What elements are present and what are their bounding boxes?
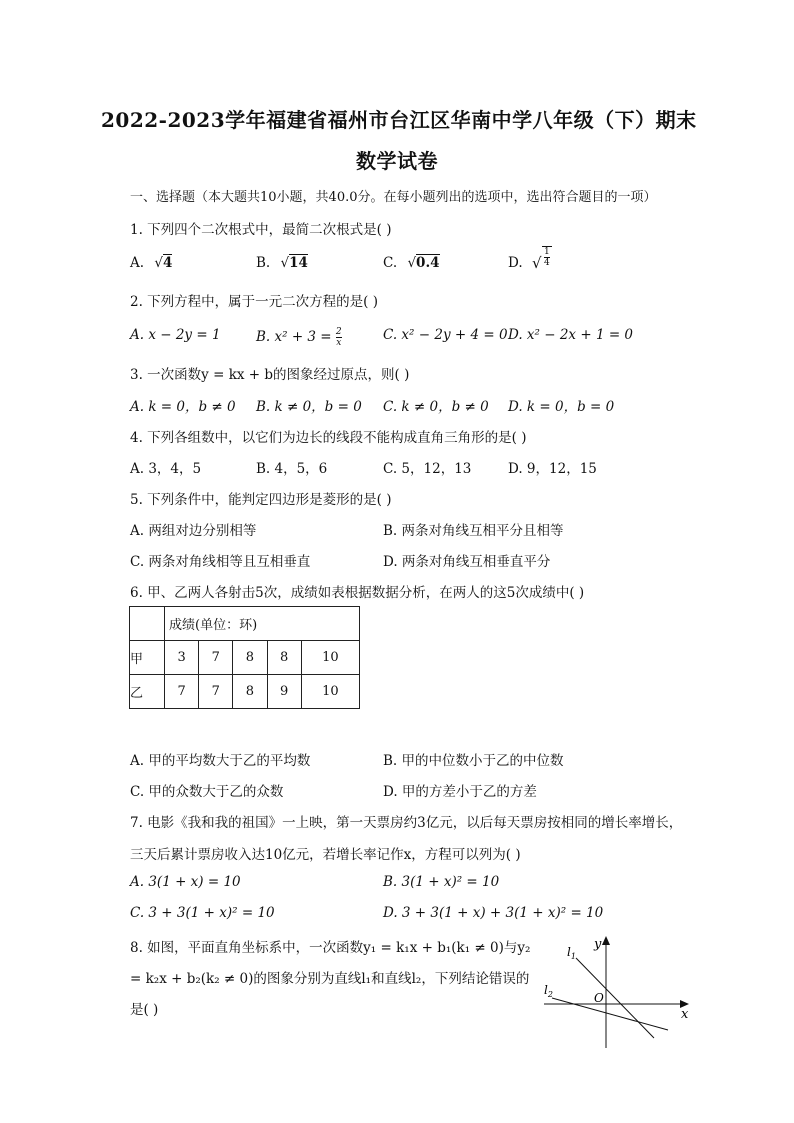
q6-option-d: D. 甲的方差小于乙的方差 — [383, 784, 537, 800]
exam-title-line1: 2022-2023学年福建省福州市台江区华南中学八年级（下）期末 — [101, 108, 697, 132]
table-cell: 7 — [199, 641, 233, 675]
table-cell: 3 — [165, 641, 199, 675]
table-row — [130, 675, 360, 709]
q7-stem-line2: 三天后累计票房收入达10亿元，若增长率记作x，方程可以列为( ) — [130, 847, 521, 863]
table-cell: 10 — [301, 675, 359, 709]
table-cell: 8 — [267, 641, 301, 675]
l1-label — [567, 945, 576, 961]
q1-option-d-numerator: 1 — [544, 247, 550, 257]
q1-option-d-label: D. — [508, 255, 523, 271]
score-table — [129, 606, 360, 709]
l2-subscript: 2 — [547, 990, 553, 999]
table-header-cell: 成绩(单位：环) — [165, 607, 360, 641]
line-l2 — [552, 998, 668, 1030]
q1-option-b — [256, 255, 308, 271]
q7-option-b: B. 3(1 + x)² = 10 — [383, 874, 500, 890]
q1-option-c-value: 0.4 — [416, 255, 440, 271]
q8-stem-line1: 8. 如图，平面直角坐标系中，一次函数y₁ = k₁x + b₁(k₁ ≠ 0)与y₂ — [130, 940, 531, 956]
q1-option-c-label: C. — [383, 255, 398, 271]
q7-option-c: C. 3 + 3(1 + x)² = 10 — [130, 905, 275, 921]
q5-stem: 5. 下列条件中，能判定四边形是菱形的是( ) — [130, 492, 392, 508]
q4-option-c: C. 5，12，13 — [383, 461, 472, 477]
table-cell — [130, 607, 165, 641]
sqrt-icon: √ — [280, 255, 290, 271]
q3-option-c: C. k ≠ 0，b ≠ 0 — [383, 399, 489, 415]
q7-stem-line1: 7. 电影《我和我的祖国》一上映，第一天票房约3亿元，以后每天票房按相同的增长率增长， — [130, 815, 683, 831]
q6-option-a: A. 甲的平均数大于乙的平均数 — [130, 753, 311, 769]
q3-option-d: D. k = 0，b = 0 — [508, 399, 615, 415]
table-cell: 7 — [199, 675, 233, 709]
q2-option-b-fraction — [336, 327, 342, 348]
q1-option-c — [383, 255, 440, 271]
table-row — [130, 641, 360, 675]
table-cell: 8 — [233, 641, 267, 675]
y-axis-label: y — [594, 937, 602, 952]
q2-option-b-numerator: 2 — [335, 327, 342, 337]
q8-stem-line3: 是( ) — [130, 1002, 159, 1018]
q1-option-a-label: A. — [130, 255, 145, 271]
q6-option-b: B. 甲的中位数小于乙的中位数 — [383, 753, 564, 769]
q1-option-a — [130, 255, 172, 271]
q3-stem: 3. 一次函数y = kx + b的图象经过原点，则( ) — [130, 367, 410, 383]
q2-option-b — [256, 327, 342, 348]
q1-option-a-value: 4 — [162, 255, 173, 271]
q1-option-d — [508, 244, 550, 278]
q5-option-b: B. 两条对角线互相平分且相等 — [383, 523, 564, 539]
q7-option-d: D. 3 + 3(1 + x) + 3(1 + x)² = 10 — [383, 905, 604, 921]
q3-option-b: B. k ≠ 0，b = 0 — [256, 399, 362, 415]
q2-option-a: A. x − 2y = 1 — [130, 327, 221, 343]
exam-title-line2: 数学试卷 — [356, 149, 438, 173]
l2-label — [544, 983, 553, 999]
y-axis-arrow — [602, 936, 610, 945]
l1-subscript: 1 — [570, 952, 576, 961]
q7-option-a: A. 3(1 + x) = 10 — [130, 874, 241, 890]
table-cell: 8 — [233, 675, 267, 709]
x-axis-label: x — [681, 1007, 689, 1022]
q4-option-a: A. 3，4，5 — [130, 461, 202, 477]
origin-label: O — [594, 991, 604, 1005]
table-cell: 7 — [165, 675, 199, 709]
q6-option-c: C. 甲的众数大于乙的众数 — [130, 784, 284, 800]
q1-option-d-fraction — [542, 246, 552, 268]
q8-stem-line2: = k₂x + b₂(k₂ ≠ 0)的图象分别为直线l₁和直线l₂，下列结论错误的 — [130, 971, 530, 987]
q2-option-d: D. x² − 2x + 1 = 0 — [508, 327, 634, 343]
q3-option-a: A. k = 0，b ≠ 0 — [130, 399, 236, 415]
q5-option-a: A. 两组对边分别相等 — [130, 523, 257, 539]
row-name: 甲 — [130, 641, 165, 675]
q4-option-b: B. 4，5，6 — [256, 461, 328, 477]
section-header: 一、选择题（本大题共10小题，共40.0分。在每小题列出的选项中，选出符合题目的一项） — [130, 190, 657, 205]
q1-option-b-label: B. — [256, 255, 271, 271]
q4-option-d: D. 9，12，15 — [508, 461, 597, 477]
q2-option-c: C. x² − 2y + 4 = 0 — [383, 327, 508, 343]
table-header-row — [130, 607, 360, 641]
q1-stem: 1. 下列四个二次根式中，最简二次根式是( ) — [130, 222, 392, 238]
sqrt-icon: √ — [407, 255, 417, 271]
q1-option-d-denominator: 4 — [544, 258, 550, 268]
sqrt-icon: √ — [154, 255, 163, 271]
q5-option-c: C. 两条对角线相等且互相垂直 — [130, 554, 311, 570]
q5-option-d: D. 两条对角线互相垂直平分 — [383, 554, 551, 570]
sqrt-icon: √ — [532, 254, 542, 272]
q8-coordinate-figure — [536, 930, 696, 1055]
table-cell: 9 — [267, 675, 301, 709]
row-name: 乙 — [130, 675, 165, 709]
q2-stem: 2. 下列方程中，属于一元二次方程的是( ) — [130, 294, 378, 310]
table-cell: 10 — [301, 641, 359, 675]
q2-option-b-text: B. x² + 3 = — [256, 329, 332, 345]
line-l1 — [576, 958, 654, 1038]
q2-option-b-denominator: x — [336, 338, 342, 348]
l1-letter: l — [567, 945, 571, 959]
q6-stem: 6. 甲、乙两人各射击5次，成绩如表根据数据分析，在两人的这5次成绩中( ) — [130, 585, 585, 601]
q4-stem: 4. 下列各组数中，以它们为边长的线段不能构成直角三角形的是( ) — [130, 430, 527, 446]
q1-option-b-value: 14 — [289, 255, 308, 271]
l2-letter: l — [544, 983, 548, 997]
